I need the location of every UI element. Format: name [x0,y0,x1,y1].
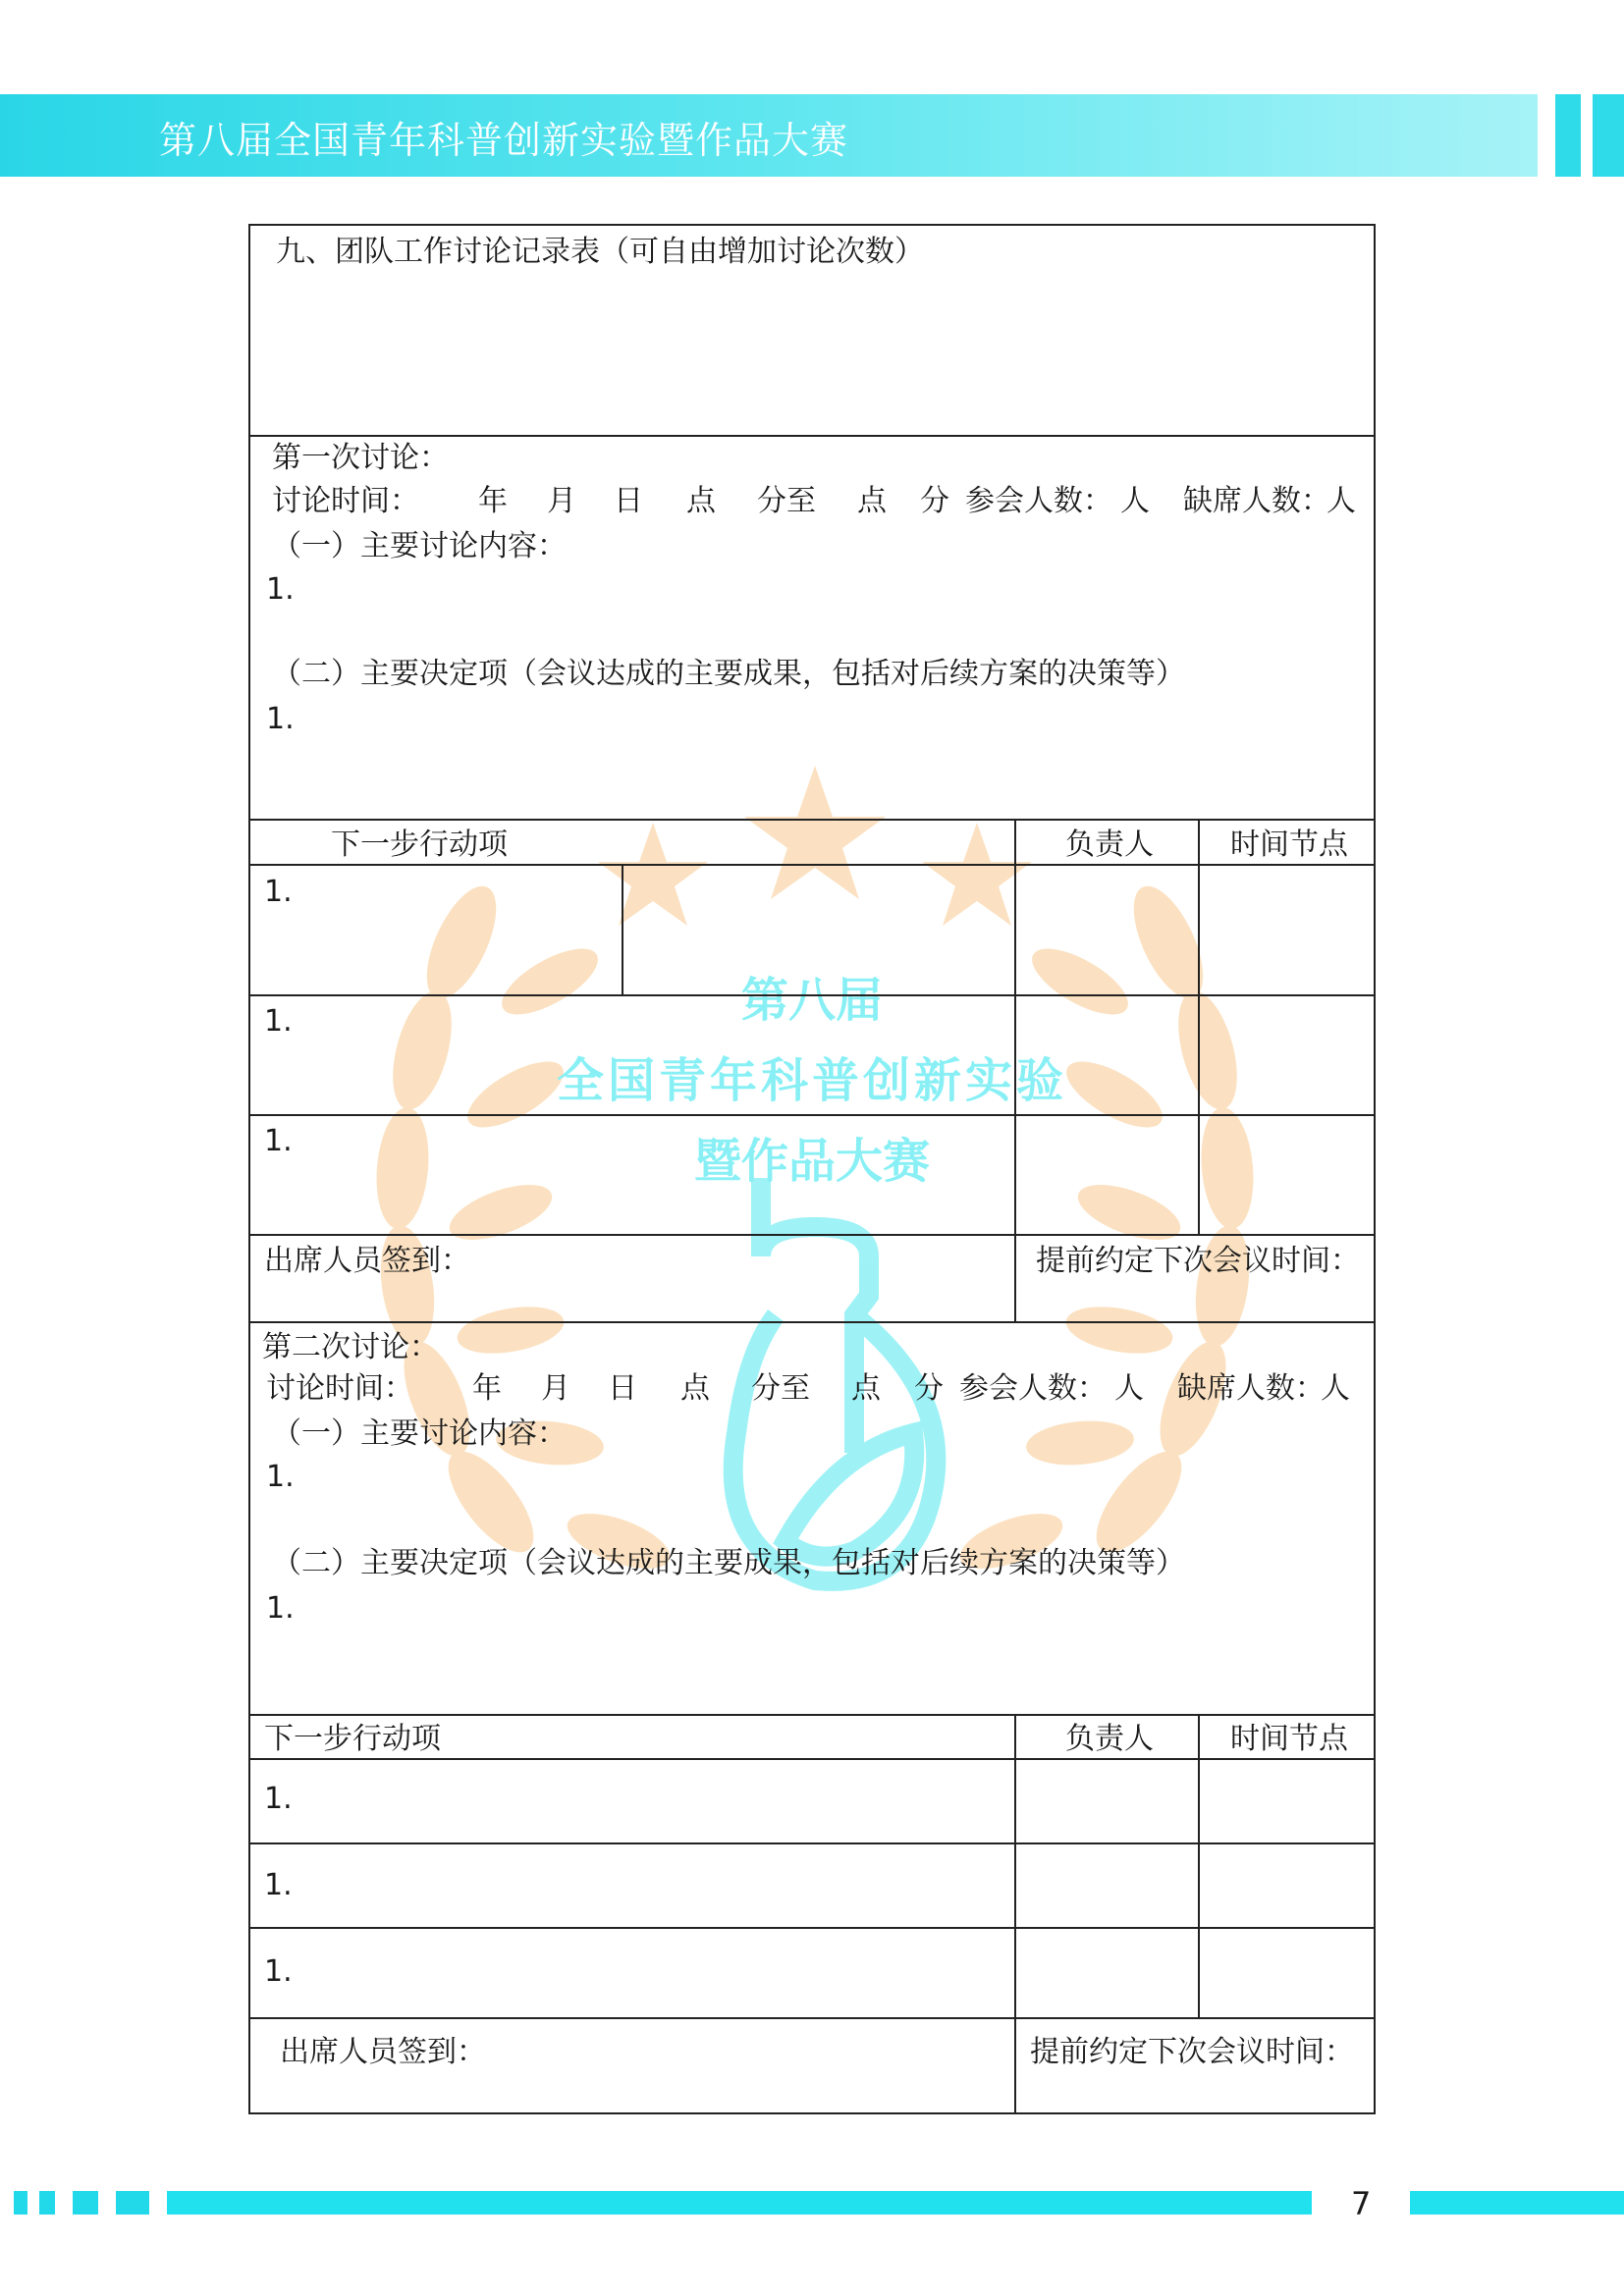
section-title: 九、团队工作讨论记录表（可自由增加讨论次数） [276,235,924,269]
time-unit-year: 年 [478,484,508,518]
table-rule [250,1758,1374,1760]
decision-item: 1. [266,702,295,736]
deadline-header: 时间节点 [1230,828,1348,862]
action-item: 1. [264,1954,293,1989]
table-rule [1198,819,1200,1234]
next-meeting-label: 提前约定下次会议时间： [1036,1244,1360,1278]
table-rule [250,1114,1374,1116]
attendees-label: 参会人数： [959,1371,1107,1406]
time-unit-hour: 点 [857,484,887,518]
decision-item: 1. [266,1591,295,1626]
time-unit-minute-to: 分至 [757,484,816,518]
table-rule [250,819,1374,821]
absent-label: 缺席人数： [1177,1371,1325,1406]
table-rule [250,994,1374,996]
time-unit-month: 月 [547,484,576,518]
table-rule [250,435,1374,437]
discussion-2-title: 第二次讨论： [262,1330,439,1364]
table-rule [1014,819,1016,1321]
header-accent-block [1593,94,1624,177]
watermark-line3: 暨作品大赛 [693,1134,930,1189]
decision-label: （二）主要决定项（会议达成的主要成果，包括对后续方案的决策等） [272,1546,1185,1580]
signin-label: 出席人员签到： [280,2035,486,2069]
time-unit-hour: 点 [680,1371,710,1406]
content-item: 1. [266,572,295,607]
action-item: 1. [264,1868,293,1902]
table-rule [250,1927,1374,1929]
signin-label: 出席人员签到： [264,1244,470,1278]
content-label: （一）主要讨论内容： [272,1416,567,1451]
table-rule [250,1714,1374,1716]
time-unit-minute: 分 [914,1371,944,1406]
table-rule [1198,1714,1200,2017]
attendees-label: 参会人数： [965,484,1112,518]
time-unit-day: 日 [608,1371,637,1406]
watermark-line2: 全国青年科普创新实验 [556,1053,1067,1108]
footer-accent-square [73,2191,98,2215]
time-unit-minute-to: 分至 [751,1371,810,1406]
footer-bar [1410,2191,1624,2215]
table-rule [250,864,1374,866]
next-meeting-label: 提前约定下次会议时间： [1030,2035,1354,2069]
time-unit-hour: 点 [851,1371,881,1406]
table-rule [1014,1714,1016,2112]
discussion-1-time-label: 讨论时间： [272,484,419,518]
table-rule [250,1842,1374,1844]
footer-accent-square [14,2191,27,2215]
page-number: 7 [1351,2185,1372,2222]
decision-label: （二）主要决定项（会议达成的主要成果，包括对后续方案的决策等） [272,657,1185,691]
time-unit-hour: 点 [686,484,716,518]
content-label: （一）主要讨论内容： [272,529,567,563]
footer-accent-square [39,2191,55,2215]
action-header: 下一步行动项 [331,828,508,862]
content-item: 1. [266,1460,295,1494]
table-rule [250,1234,1374,1236]
action-item: 1. [264,1004,293,1039]
table-rule [250,2017,1374,2019]
absent-label: 缺席人数： [1183,484,1330,518]
action-item: 1. [264,1124,293,1158]
footer-bar [167,2191,1312,2215]
action-item: 1. [264,875,293,909]
owner-header: 负责人 [1065,1722,1154,1756]
header-title: 第八届全国青年科普创新实验暨作品大赛 [159,119,849,162]
discussion-1-title: 第一次讨论： [272,441,449,475]
table-rule [622,864,623,994]
action-item: 1. [264,1782,293,1816]
absent-unit: 人 [1321,1371,1350,1406]
time-unit-month: 月 [541,1371,570,1406]
watermark-line1: 第八届 [740,973,883,1028]
discussion-2-time-label: 讨论时间： [266,1371,413,1406]
deadline-header: 时间节点 [1230,1722,1348,1756]
footer-accent-square [116,2191,149,2215]
attendees-unit: 人 [1114,1371,1144,1406]
table-rule [250,1321,1374,1323]
attendees-unit: 人 [1120,484,1150,518]
owner-header: 负责人 [1065,828,1154,862]
absent-unit: 人 [1326,484,1356,518]
header-accent-block [1555,94,1581,177]
action-header: 下一步行动项 [264,1722,441,1756]
time-unit-minute: 分 [920,484,949,518]
discussion-record-table [248,224,1376,2114]
time-unit-day: 日 [614,484,643,518]
time-unit-year: 年 [472,1371,502,1406]
